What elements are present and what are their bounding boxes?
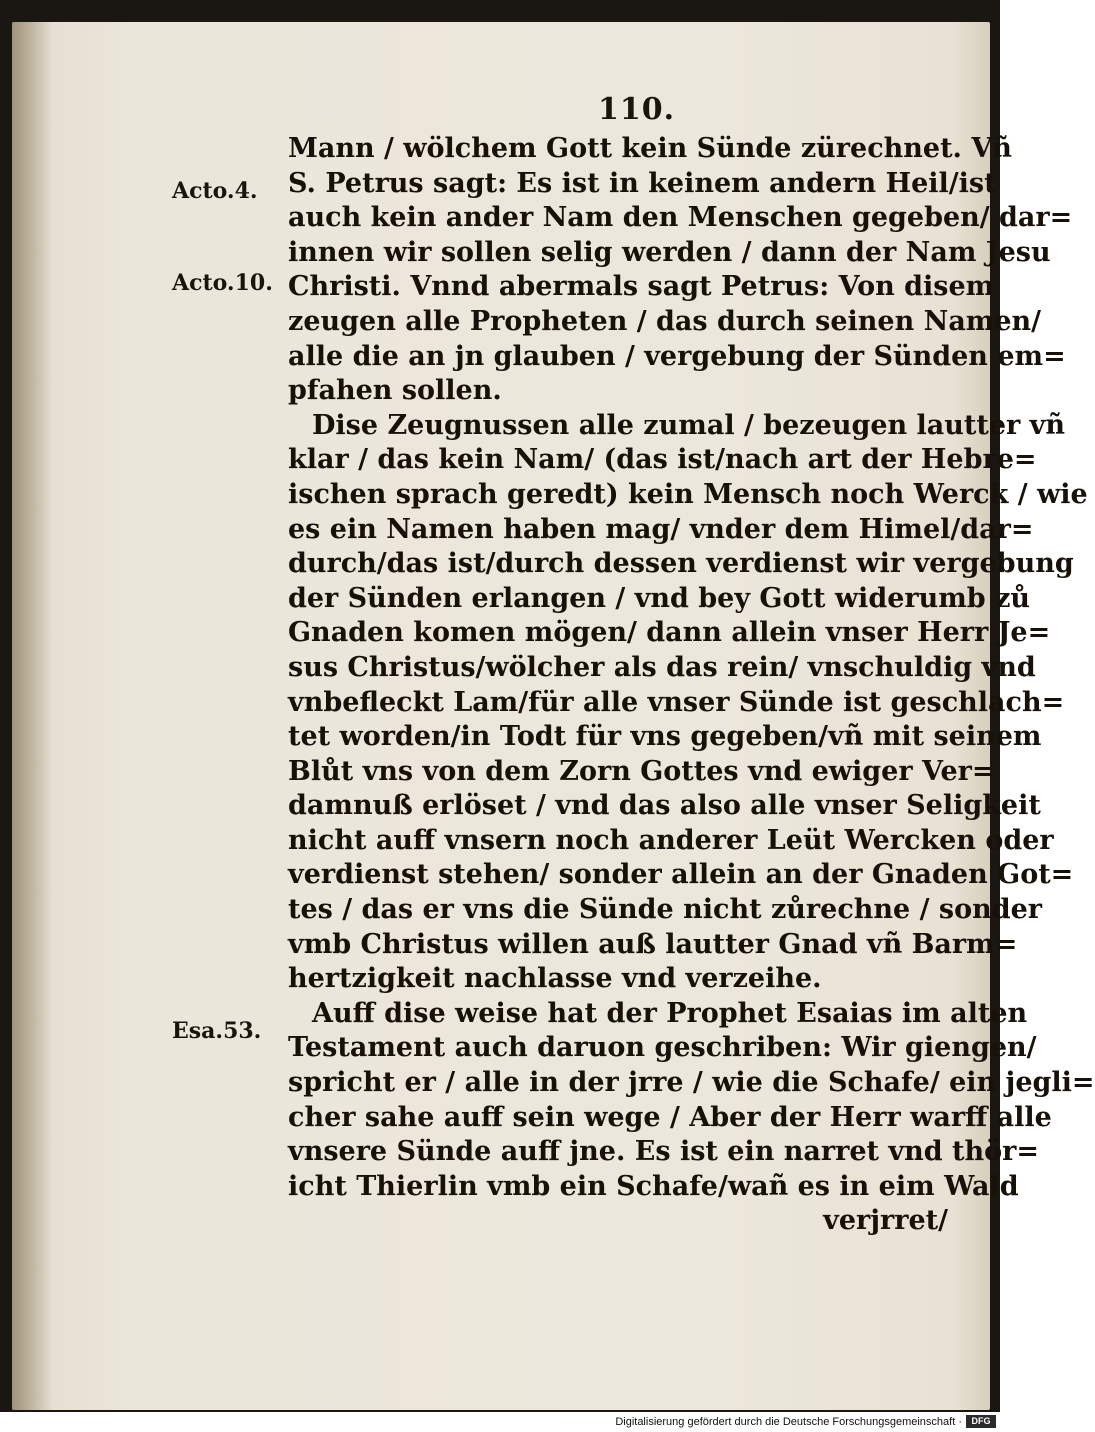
text-line: icht Thierlin vmb ein Schafe/wañ es in eim Wald — [288, 1170, 1019, 1202]
text-line: Christi. Vnnd abermals sagt Petrus: Von disem — [288, 271, 995, 303]
text-line: cher sahe auff sein wege / Aber der Herr warff alle — [288, 1101, 1052, 1133]
text-line: klar / das kein Nam/ (das ist/nach art der Hebre= — [288, 444, 1037, 476]
marginal-note-isaiah-53: Esa.53. — [172, 1018, 262, 1044]
marginal-note-acts-10: Acto.10. — [172, 270, 273, 296]
text-line: Gnaden komen mögen/ dann allein vnser Herr Je= — [288, 617, 1051, 649]
text-line: pfahen sollen. — [288, 375, 502, 407]
page-gutter-shadow — [12, 22, 52, 1410]
text-line: auch kein ander Nam den Menschen gegeben/ dar= — [288, 202, 1073, 234]
text-line: sus Christus/wölcher als das rein/ vnschuldig vnd — [288, 651, 1036, 683]
footer-credit-text: Digitalisierung gefördert durch die Deutsche Forschungsgemeinschaft · — [615, 1416, 962, 1428]
text-line: verdienst stehen/ sonder allein an der Gnaden Got= — [288, 859, 1074, 891]
text-line: hertzigkeit nachlasse vnd verzeihe. — [288, 963, 822, 995]
text-line: Auff dise weise hat der Prophet Esaias im alten — [312, 997, 1028, 1029]
text-line: tet worden/in Todt für vns gegeben/vñ mit seinem — [288, 721, 1042, 753]
text-line: innen wir sollen selig werden / dann der Nam Jesu — [288, 236, 1051, 268]
text-line: vmb Christus willen auß lautter Gnad vñ Barm= — [288, 928, 1018, 960]
text-line: vnbefleckt Lam/für alle vnser Sünde ist geschlach= — [288, 686, 1065, 718]
catchword: verjrret/ — [823, 1205, 948, 1237]
text-line: nicht auff vnsern noch anderer Leüt Wercken oder — [288, 824, 1054, 856]
text-line: der Sünden erlangen / vnd bey Gott widerumb zů — [288, 582, 1031, 614]
digitization-footer — [0, 1412, 1000, 1432]
text-line: vnsere Sünde auff jne. Es ist ein narret vnd thör= — [288, 1136, 1039, 1168]
text-line: tes / das er vns die Sünde nicht zůrechne / sonder — [288, 894, 1042, 926]
text-line: damnuß erlöset / vnd das also alle vnser Seligkeit — [288, 790, 1041, 822]
dfg-logo: DFG — [966, 1415, 996, 1428]
text-line: S. Petrus sagt: Es ist in keinem andern Heil/ist — [288, 167, 997, 199]
text-line: durch/das ist/durch dessen verdienst wir vergebung — [288, 548, 1074, 580]
text-line: Mann / wölchem Gott kein Sünde zürechnet. Vñ — [288, 133, 1012, 164]
text-line: zeugen alle Propheten / das durch seinen Namen/ — [288, 305, 1042, 337]
text-line: Dise Zeugnussen alle zumal / bezeugen lautter vñ — [312, 409, 1065, 441]
folio-number: 110. — [598, 92, 676, 127]
text-line: spricht er / alle in der jrre / wie die Schafe/ ein jegli= — [288, 1067, 1095, 1099]
text-line: Blůt vns von dem Zorn Gottes vnd ewiger Ver= — [288, 755, 995, 787]
marginal-note-acts-4: Acto.4. — [172, 178, 258, 204]
body-text — [288, 132, 1095, 1239]
text-line: ischen sprach geredt) kein Mensch noch Werck / wie — [288, 478, 1088, 510]
text-line: Testament auch daruon geschriben: Wir giengen/ — [288, 1032, 1037, 1064]
text-line: es ein Namen haben mag/ vnder dem Himel/dar= — [288, 513, 1034, 545]
text-line: alle die an jn glauben / vergebung der Sünden em= — [288, 340, 1066, 372]
